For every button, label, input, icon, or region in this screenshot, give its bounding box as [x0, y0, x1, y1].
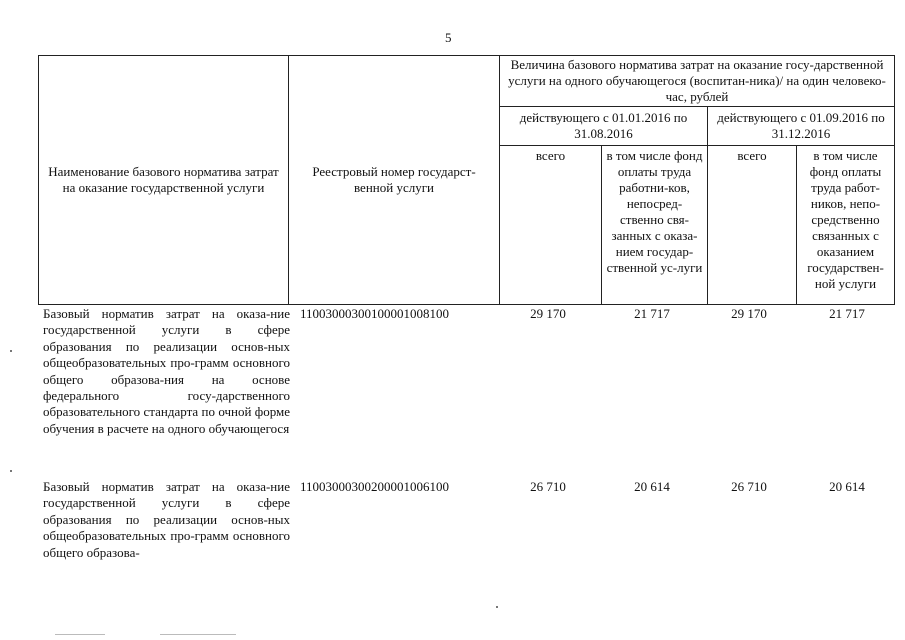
- row1-name: Базовый норматив затрат на оказа-ние государственной услуги в сфере образования по реализации основ-ных общеобразовательных про-грамм основного общего образова-ния на основе федерального госу-дарственного образовательного стандарта по очной форме обучения в расчете на одного обучающегося: [43, 306, 290, 436]
- header-registry-label: Реестровый номер государст-венной услуги: [312, 164, 476, 195]
- scan-speck: [10, 470, 12, 472]
- row2-name: Базовый норматив затрат на оказа-ние государственной услуги в сфере образования по реализации основ-ных общеобразовательных про-грамм основного общего образова-: [43, 479, 290, 560]
- header-name-column: [38, 55, 288, 305]
- scan-speck: [10, 350, 12, 352]
- header-value-group: [499, 55, 895, 107]
- row2-p1-total: 26 710: [530, 479, 566, 494]
- header-registry-column: [288, 55, 499, 305]
- header-period1-label: действующего с 01.01.2016 по 31.08.2016: [519, 109, 688, 141]
- row2-p1-incl: 20 614: [634, 479, 670, 494]
- scan-speck: [496, 606, 498, 608]
- header-p1-total-label: всего: [535, 148, 566, 163]
- row1-p1-incl: 21 717: [634, 306, 670, 321]
- header-p2-incl: [796, 145, 895, 305]
- row2-p2-total: 26 710: [731, 479, 767, 494]
- row1-p2-total: 29 170: [731, 306, 767, 321]
- header-name-label: Наименование базового норматива затрат на оказание государственной услуги: [48, 164, 279, 195]
- header-value-group-label: Величина базового норматива затрат на оказание госу-дарственной услуги на одного обучающегося (воспитан-ника)/ на один человеко-час, рублей: [508, 57, 886, 104]
- header-period1: [499, 106, 707, 146]
- page-number: 5: [445, 30, 452, 45]
- header-period2-label: действующего с 01.09.2016 по 31.12.2016: [717, 109, 885, 141]
- row1-registry: 11003000300100001008100: [300, 306, 450, 321]
- header-p1-incl-label: в том числе фонд оплаты труда работни-ков, непосред-ственно свя-занных с оказа-нием государ-ственной ус-луги: [606, 148, 703, 275]
- row2-registry: 11003000300200001006100: [300, 479, 450, 494]
- header-p2-total-label: всего: [737, 148, 767, 163]
- row1-p2-incl: 21 717: [829, 306, 865, 321]
- row2-p2-incl: 20 614: [829, 479, 865, 494]
- header-p1-incl: [601, 145, 707, 305]
- header-period2: [707, 106, 895, 146]
- scan-rule: [55, 634, 105, 635]
- header-p2-incl-label: в том числе фонд оплаты труда работ-ников, непо-средственно связанных с оказанием государствен-ной услуги: [807, 148, 884, 291]
- header-p2-total: [707, 145, 796, 305]
- row1-p1-total: 29 170: [530, 306, 566, 321]
- scan-rule: [160, 634, 236, 635]
- header-p1-total: [499, 145, 601, 305]
